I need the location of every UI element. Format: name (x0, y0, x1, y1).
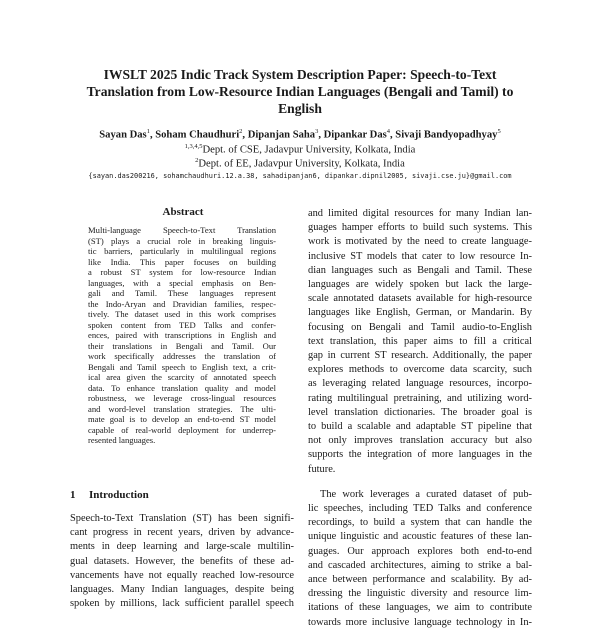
title-line: Translation from Low-Resource Indian Languages (Bengali and Tamil) to (86, 84, 514, 99)
author-list: Sayan Das$^1$, Soham Chaudhuri$^2$, Dipanjan Saha$^3$, Dipankar Das$^4$, Sivaji Bandyopadhyay$^5$ (99, 128, 501, 141)
body-line: and limited digital resources for many Indian lan- (308, 208, 532, 219)
abstract-line: Multi-language Speech-to-Text Translation (88, 225, 276, 235)
body-line: lic speeches, including TED Talks and conference (308, 503, 532, 515)
body-line: vancements have not equally reached low-resource (70, 569, 294, 581)
affiliation-mark: 1,3,4,5 (184, 143, 203, 150)
abstract-line: capable of real-world deployment for underrep- (88, 424, 276, 435)
author-emails: {sayan.das200216, sohamchaudhuri.12.a.38, sahadipanjan6, dipankar.dipnil2005, sivaji.cse.ju}@gmail.com (88, 172, 512, 180)
section-number: 1 (70, 489, 76, 501)
author-affiliation-mark: 1 (146, 128, 150, 135)
body-line: ments in deep learning and large-scale multilin- (70, 541, 294, 553)
body-line: recordings, to build a system that can handle the (308, 517, 532, 529)
section-title: Introduction (89, 489, 149, 501)
paper-title (60, 66, 540, 117)
right-column (308, 207, 532, 630)
abstract-line: and word-level translation strategies. The ulti- (88, 403, 276, 414)
author-affiliation-mark: 5 (497, 128, 501, 135)
body-line: dressing the linguistic diversity and resource lim- (308, 588, 532, 600)
body-line: ance between performance and scalability. By ad- (308, 574, 532, 586)
body-line: work is motivated by the need to create language- (308, 236, 532, 248)
section-heading (70, 489, 149, 502)
author-affiliation-mark: 3 (315, 128, 319, 135)
abstract-line: tic barriers, particularly in multilingual regions (88, 246, 276, 256)
body-line: languages. Many Indian languages, despite being (70, 584, 294, 596)
abstract-line: (ST) plays a crucial role in breaking linguis- (88, 235, 276, 246)
abstract-line: mate goal is to develop an end-to-end ST model (88, 414, 276, 424)
body-line: inclusive ST models that cater to low resource In- (308, 250, 532, 262)
body-line: text translation, this paper aims to fill a critical (308, 335, 532, 347)
affiliation (40, 154, 560, 171)
abstract-line: ences, paired with transcriptions in English and (88, 330, 276, 340)
paragraph-gap (308, 477, 532, 488)
abstract-line: Bengali and Tamil speech to English text, a crit- (88, 361, 276, 372)
body-line: rating multilingual pretraining, and utilizing word- (308, 392, 532, 404)
introduction-body (70, 512, 294, 611)
abstract-line: gali and Tamil. These languages represent (88, 288, 276, 298)
body-line: level translation dictionaries. The broader goal is (308, 406, 532, 418)
body-line: explores methods to overcome data scarcity, such (308, 364, 532, 376)
body-line: future. (308, 463, 336, 475)
body-line: dian languages such as Bengali and Tamil. These (308, 264, 532, 276)
author-affiliation-mark: 2 (239, 128, 243, 135)
body-line: to build a scalable and adaptable ST pipeline that (308, 421, 532, 433)
affiliation-text: Dept. of EE, Jadavpur University, Kolkata, India (198, 158, 405, 170)
abstract-line: languages, with a special emphasis on Ben- (88, 277, 276, 288)
abstract-line: like India. This paper focuses on building (88, 256, 276, 267)
abstract-line: spoken content from TED Talks and confer- (88, 319, 276, 330)
author-name: Dipanjan Saha (247, 129, 316, 141)
abstract-line: their translations in Bengali and Tamil. Our (88, 340, 276, 351)
abstract-heading: Abstract (162, 206, 204, 218)
abstract-line: a robust ST system for low-resource Indian (88, 267, 276, 277)
abstract-line: robustness, we leverage cross-lingual resources (88, 393, 276, 403)
abstract-line: resented languages. (88, 435, 156, 445)
body-line: scale annotated datasets available for high-resource (308, 293, 532, 305)
affiliation-text: Dept. of CSE, Jadavpur University, Kolkata, India (202, 144, 416, 156)
body-line: itations of these languages, we aim to contribute (308, 602, 532, 614)
body-line: towards more inclusive language technology in In- (308, 616, 532, 628)
body-line: languages are widely spoken but lack the large- (308, 279, 532, 291)
body-line: as leveraging related language resources, incorpo- (308, 378, 532, 390)
body-line: and cascaded architectures, aiming to strike a bal- (308, 559, 532, 571)
body-line: gual datasets. However, the benefits of these ad- (70, 555, 294, 567)
affiliation-mark: 2 (195, 157, 199, 164)
body-line: guages hamper efforts to build such systems. This (308, 222, 532, 234)
author-name: Soham Chaudhuri (155, 129, 240, 141)
body-line: unique linguistic and acoustic features of these lan- (308, 531, 532, 543)
body-line: not only improves translation accuracy but also (308, 435, 532, 447)
author-name: Sayan Das (99, 129, 147, 141)
body-line: The work leverages a curated dataset of pub- (320, 488, 532, 500)
title-line: IWSLT 2025 Indic Track System Description Paper: Speech-to-Text (103, 67, 497, 82)
body-line: focusing on Bengali and Tamil audio-to-English (308, 321, 532, 333)
abstract-line: tively. The dataset used in this work comprises (88, 309, 276, 319)
abstract-line: work specifically addresses the translation of (88, 351, 276, 361)
abstract-body (88, 225, 276, 446)
title-line: English (278, 101, 322, 116)
body-line: Speech-to-Text Translation (ST) has been signifi- (70, 513, 294, 524)
author-name: Sivaji Bandyopadhyay (395, 129, 498, 141)
body-line: spoken by millions, lack sufficient parallel speech (70, 598, 294, 610)
body-line: languages like English, German, or Mandarin. By (308, 307, 532, 319)
abstract-line: data. To enhance translation quality and model (88, 382, 276, 393)
body-line: guages. Our approach explores both end-to-end (308, 545, 532, 557)
body-line: gap in current ST research. Additionally, the paper (308, 350, 532, 362)
abstract-line: ical area given the scarcity of annotated speech (88, 372, 276, 382)
author-affiliation-mark: 4 (386, 128, 390, 135)
body-line: cant progress in recent years, driven by advance- (70, 527, 294, 539)
author-name: Dipankar Das (323, 129, 387, 141)
abstract-line: the Indo-Aryan and Dravidian families, respec- (88, 298, 276, 309)
body-line: supports the integration of more languages in the (308, 449, 532, 461)
